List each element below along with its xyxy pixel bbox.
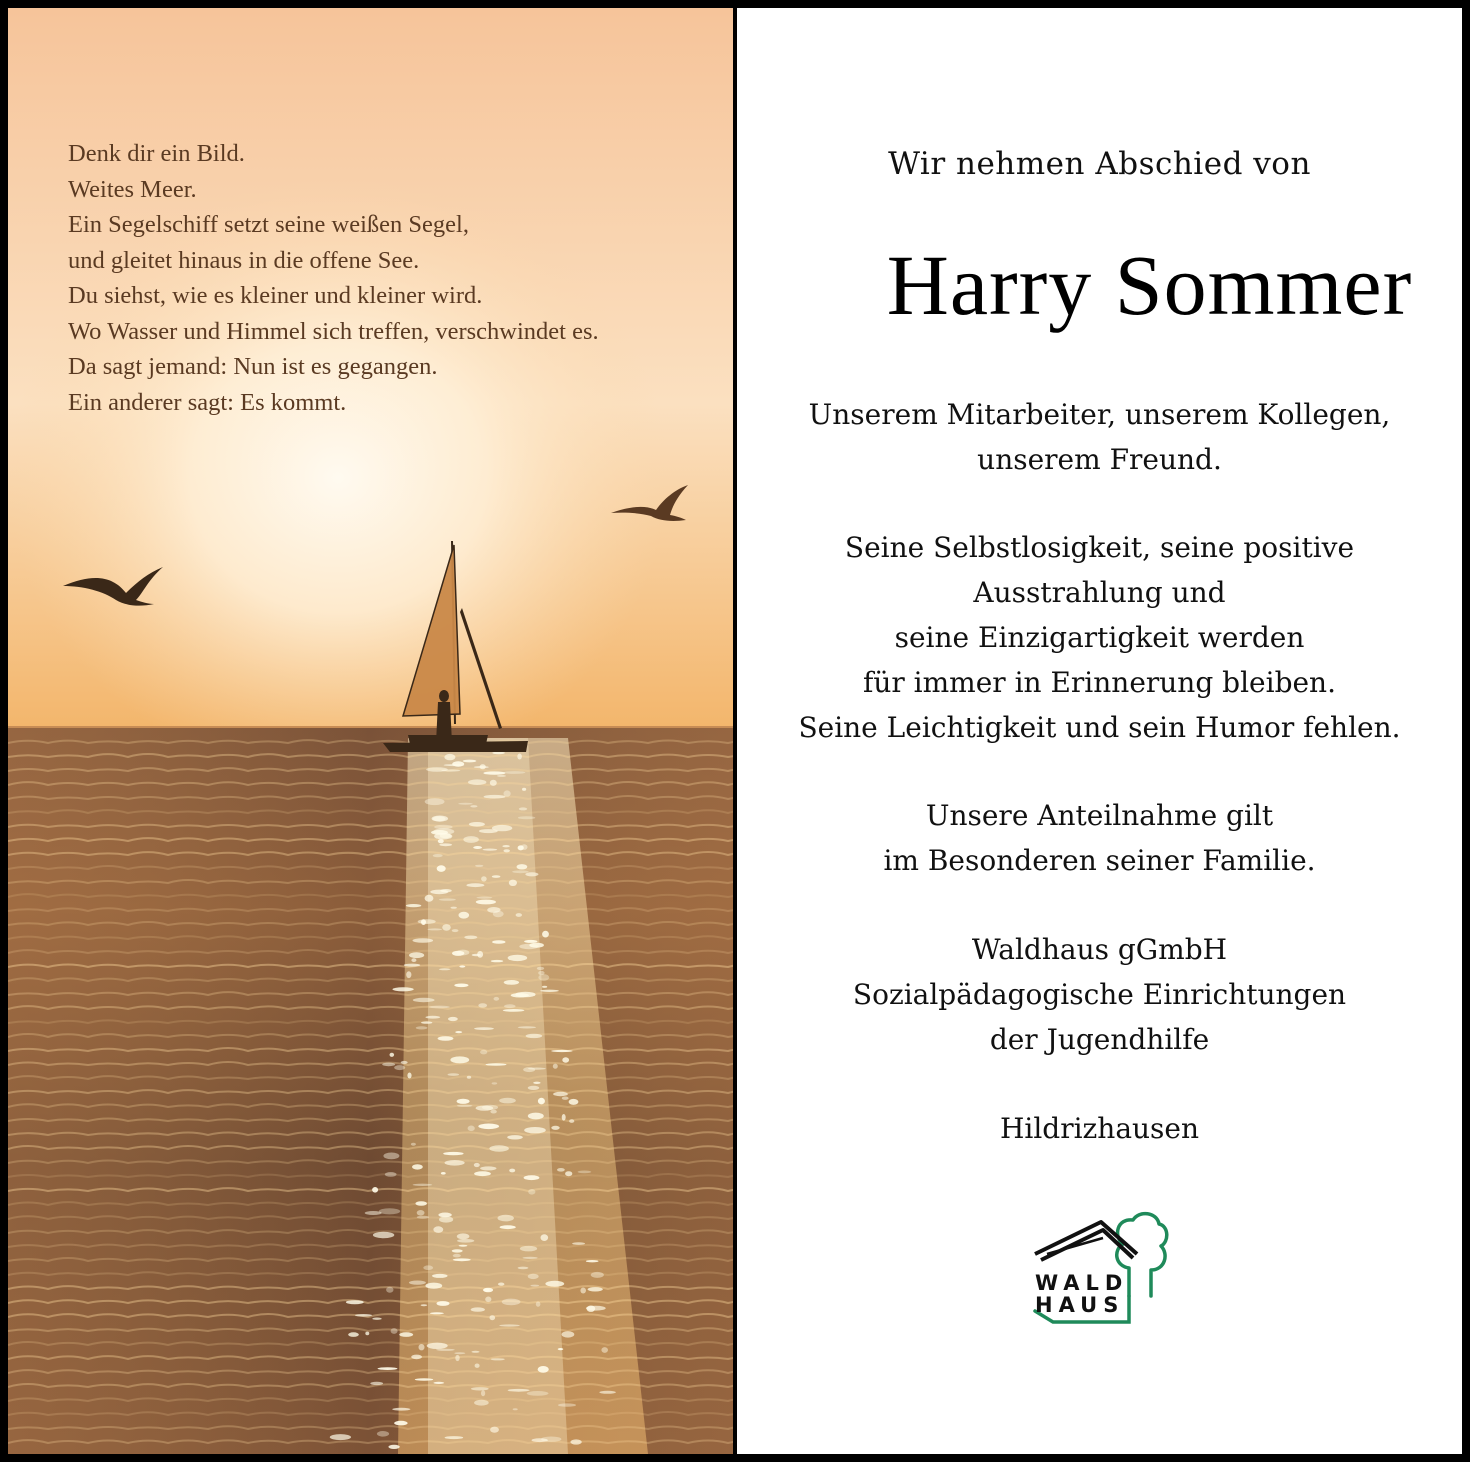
waldhaus-logo <box>1033 1208 1169 1324</box>
text-line: unserem Freund. <box>977 443 1222 476</box>
poem <box>68 136 708 420</box>
poem-line: Ein Segelschiff setzt seine weißen Segel, <box>68 211 469 238</box>
text-line: Seine Selbstlosigkeit, seine positive <box>844 531 1355 564</box>
text-line: Hildrizhausen <box>999 1112 1200 1145</box>
photo-panel <box>8 8 733 1454</box>
text-line: seine Einzigartigkeit werden <box>894 621 1305 654</box>
text-line: Unsere Anteilnahme gilt <box>925 799 1274 832</box>
location-block <box>737 1106 1462 1151</box>
obituary-panel <box>737 8 1462 1454</box>
poem-line: Denk dir ein Bild. <box>68 140 245 167</box>
text-line: Seine Leichtigkeit und sein Humor fehlen. <box>798 711 1401 744</box>
text-line: der Jugendhilfe <box>989 1023 1210 1056</box>
poem-line: und gleitet hinaus in die offene See. <box>68 246 420 274</box>
text-line: Waldhaus gGmbH <box>971 933 1228 966</box>
text-line: im Besonderen seiner Familie. <box>883 844 1316 877</box>
text-line: für immer in Erinnerung bleiben. <box>862 666 1336 699</box>
poem-line: Da sagt jemand: Nun ist es gegangen. <box>68 353 438 380</box>
text-line: Sozialpädagogische Einrichtungen <box>852 978 1347 1011</box>
logo-text-wald: WALD <box>1035 1271 1129 1295</box>
logo-text-haus: HAUS <box>1035 1293 1125 1317</box>
deceased-name: Harry Sommer <box>886 237 1413 333</box>
text-line: Ausstrahlung und <box>973 576 1226 609</box>
poem-line: Wo Wasser und Himmel sich treffen, verschwindet es. <box>68 317 599 345</box>
condolence-block <box>737 793 1462 883</box>
poem-line: Weites Meer. <box>68 175 197 203</box>
text-line: Unserem Mitarbeiter, unserem Kollegen, <box>808 398 1391 431</box>
poem-line: Ein anderer sagt: Es kommt. <box>68 388 347 416</box>
tribute-block-memory <box>737 525 1462 750</box>
tribute-block-colleague <box>737 392 1462 482</box>
intro-text: Wir nehmen Abschied von <box>888 146 1311 182</box>
poem-line: Du siehst, wie es kleiner und kleiner wird. <box>68 282 483 309</box>
organization-block <box>737 927 1462 1062</box>
